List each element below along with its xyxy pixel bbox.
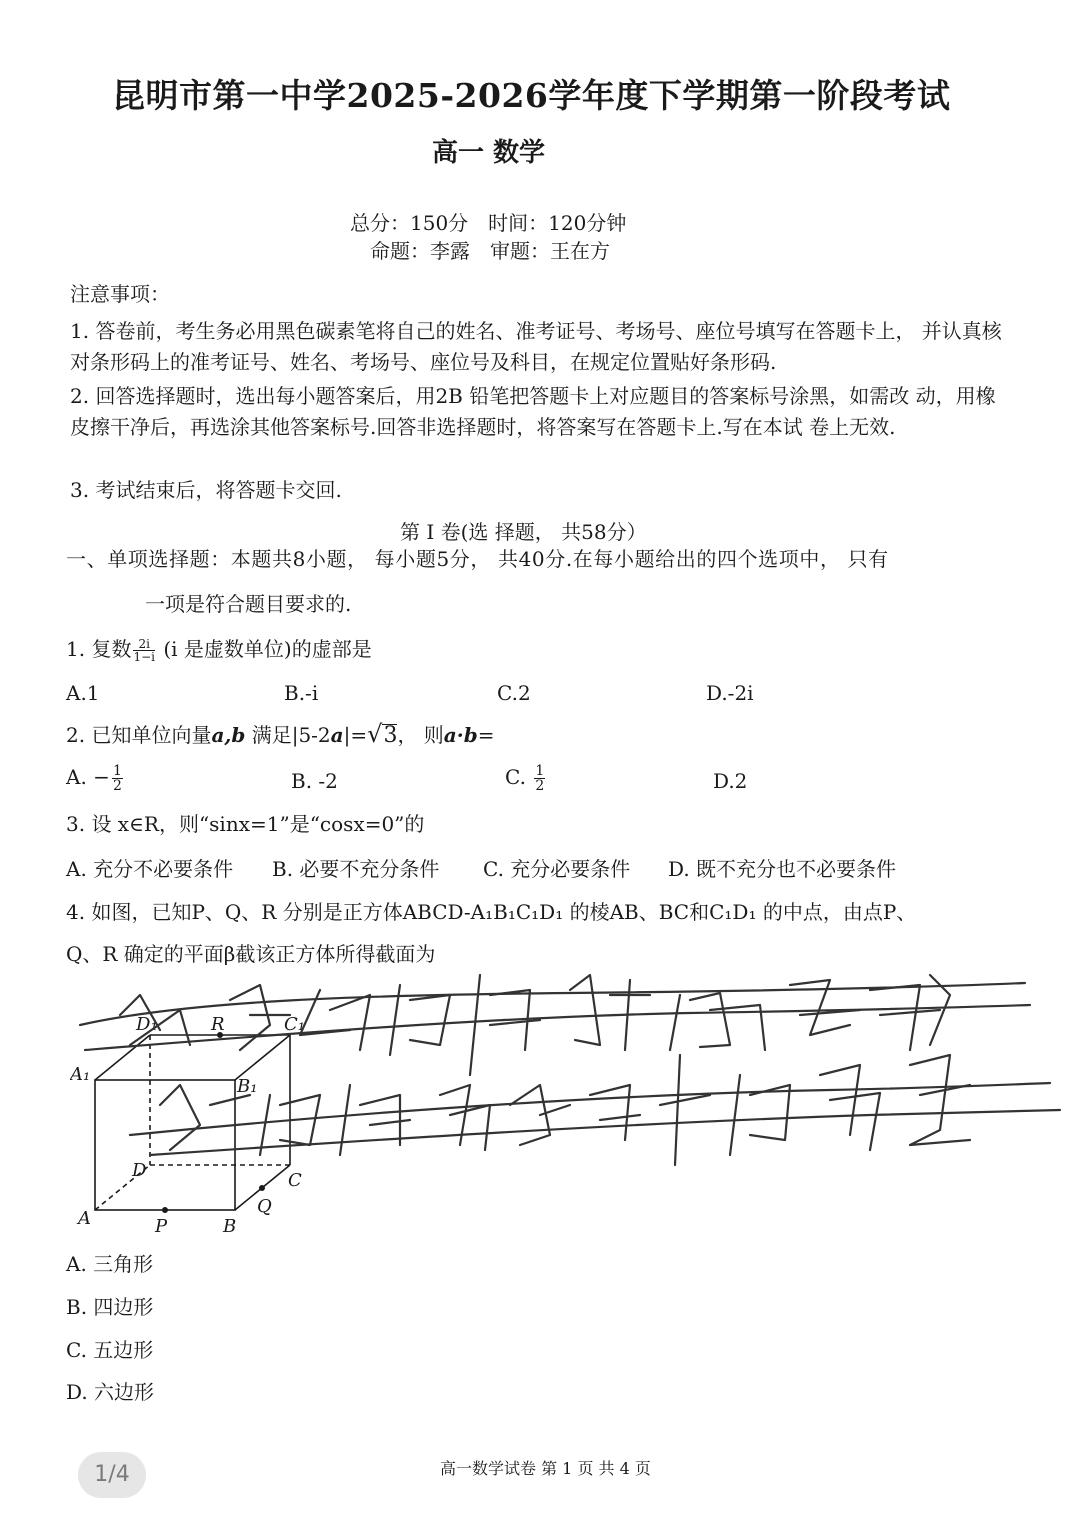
q1-option-a: A.1 — [66, 681, 100, 705]
scribble-char-10 — [160, 1085, 250, 1150]
q2-dot: a·b — [443, 723, 478, 747]
q4-option-d: D. 六边形 — [66, 1380, 155, 1404]
q3-option-c: C. 充分必要条件 — [483, 857, 631, 881]
scribble-char-16 — [660, 1055, 710, 1165]
question-2 — [66, 718, 494, 751]
scribble-char-12 — [340, 1085, 410, 1155]
page-footer: 高一数学试卷 第 1 页 共 4 页 — [440, 1459, 651, 1478]
scribble-char-6 — [570, 975, 650, 1050]
scribble-line-4 — [150, 1110, 1060, 1155]
label-c1: C₁ — [284, 1014, 305, 1035]
part1-line1: 一、单项选择题：本题共8小题， 每小题5分， 共40分.在每小题给出的四个选项中， 只有 — [66, 547, 889, 571]
q2-eq: = — [477, 723, 495, 747]
scribble-char-13 — [440, 1085, 490, 1150]
exam-title: 昆明市第一中学2025-2026学年度下学期第一阶段考试 — [112, 76, 951, 115]
q1-suffix: (i 是虚数单位)的虚部是 — [156, 637, 372, 661]
section-heading: 第 I 卷(选 择题， 共58分） — [400, 520, 647, 544]
q2-prefix: 2. 已知单位向量 — [66, 723, 212, 747]
q2-opt-a-den: 2 — [112, 778, 122, 794]
q2-opt-c-label: C. — [505, 765, 533, 789]
q3-option-b: B. 必要不充分条件 — [272, 857, 440, 881]
q2-opt-c-frac — [534, 764, 545, 793]
question-4-line1: 4. 如图，已知P、Q、R 分别是正方体ABCD-A₁B₁C₁D₁ 的棱AB、BC和C₁D₁ 的中点，由点P、 — [66, 900, 917, 924]
q2-mid: 满足|5-2 — [245, 723, 331, 747]
q2-opt-c-den: 2 — [535, 778, 545, 794]
scribble-line-2 — [85, 1005, 1030, 1050]
scribble-char-15 — [590, 1085, 640, 1140]
question-4-line2: Q、R 确定的平面β截该正方体所得截面为 — [66, 942, 436, 966]
scribble-char-7 — [670, 993, 765, 1050]
label-q: Q — [257, 1196, 272, 1217]
q2-sqrt-arg: 3 — [383, 723, 398, 748]
q2-opt-a-label: A. — [66, 765, 94, 789]
q2-vars: a,b — [211, 723, 246, 747]
label-d: D — [132, 1160, 147, 1181]
scribble-char-19 — [910, 1055, 970, 1145]
q1-fraction — [133, 638, 155, 663]
q1-frac-num: 2i — [133, 638, 155, 651]
label-p: P — [155, 1216, 168, 1237]
label-r: R — [211, 1014, 225, 1035]
q2-after-abs: |= — [343, 723, 368, 747]
q1-option-d: D.-2i — [706, 681, 754, 705]
exam-subtitle: 高一 数学 — [432, 138, 546, 168]
q2-opt-a-frac — [112, 764, 123, 793]
q2-opt-a-num: 1 — [112, 763, 122, 779]
q2-option-d: D.2 — [713, 769, 748, 793]
q1-option-b: B.-i — [284, 681, 319, 705]
q2-option-b: B. -2 — [291, 769, 338, 793]
scribble-char-2 — [230, 985, 290, 1050]
part1-line2: 一项是符合题目要求的. — [145, 592, 352, 616]
page-indicator-badge[interactable]: 1/4 — [78, 1452, 146, 1498]
notice-item-2: 2. 回答选择题时，选出每小题答案后，用2B 铅笔把答题卡上对应题目的答案标号涂黑，如需改 动，用橡皮擦干净后，再选涂其他答案标号.回答非选择题时，将答案写在答题卡上.写在本试 卷上无效. — [70, 384, 996, 439]
notice-item-3: 3. 考试结束后，将答题卡交回. — [70, 478, 342, 502]
q4-option-b: B. 四边形 — [66, 1295, 154, 1319]
question-1 — [66, 633, 372, 665]
q4-option-a: A. 三角形 — [66, 1252, 154, 1276]
scribble-char-1 — [120, 995, 190, 1045]
q3-option-a: A. 充分不必要条件 — [66, 857, 234, 881]
label-d1: D₁ — [136, 1014, 158, 1035]
q2-opt-a-sign: − — [93, 765, 110, 789]
q1-prefix: 1. 复数 — [66, 637, 132, 661]
label-c: C — [288, 1170, 302, 1191]
notice-item-1: 1. 答卷前，考生务必用黑色碳素笔将自己的姓名、准考证号、考场号、座位号填写在答题卡上， 并认真核对条形码上的准考证号、姓名、考场号、座位号及科目，在规定位置贴好条形码. — [70, 319, 1002, 374]
label-a1: A₁ — [70, 1064, 91, 1085]
scribble-char-17 — [730, 1075, 790, 1155]
point-q — [259, 1185, 265, 1191]
handwriting-scribble — [70, 955, 1070, 1175]
q2-sqrt-sign: √ — [367, 720, 383, 748]
q2-opt-c-num: 1 — [535, 763, 545, 779]
label-b1: B₁ — [237, 1076, 258, 1097]
scribble-char-18 — [820, 1065, 880, 1150]
authors: 命题：李露 审题：王在方 — [370, 239, 610, 263]
scribble-char-14 — [510, 1085, 570, 1145]
question-3: 3. 设 x∈R，则“sinx=1”是“cosx=0”的 — [66, 812, 425, 836]
point-p — [162, 1207, 168, 1213]
q2-var-a: a — [330, 723, 344, 747]
q1-frac-den: 1−i — [133, 650, 155, 664]
label-b: B — [223, 1216, 237, 1237]
notice-heading: 注意事项： — [70, 282, 170, 306]
scribble-char-5 — [470, 975, 540, 1075]
q2-option-c — [505, 764, 547, 793]
q3-option-d: D. 既不充分也不必要条件 — [668, 857, 897, 881]
q1-option-c: C.2 — [497, 681, 531, 705]
score-time: 总分：150分 时间：120分钟 — [350, 211, 627, 235]
q2-option-a — [66, 764, 125, 793]
q2-then: ， 则 — [397, 723, 444, 747]
q4-option-c: C. 五边形 — [66, 1338, 154, 1362]
label-a: A — [78, 1208, 91, 1229]
